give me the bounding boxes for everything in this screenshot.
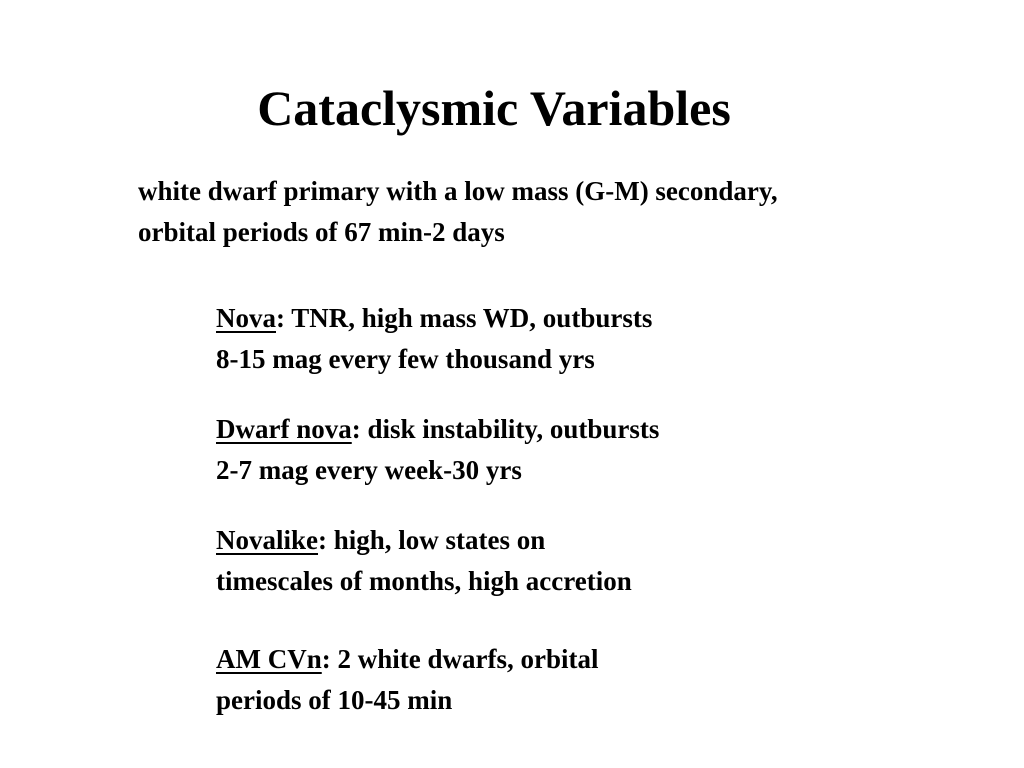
entry-line-2: periods of 10-45 min [216, 685, 453, 715]
entry-description: : TNR, high mass WD, outbursts [276, 303, 653, 333]
intro-paragraph [138, 171, 998, 253]
intro-line-2: orbital periods of 67 min-2 days [138, 217, 505, 247]
entry-line-2: 8-15 mag every few thousand yrs [216, 344, 595, 374]
entry-line-2: timescales of months, high accretion [216, 566, 632, 596]
entry-line-1 [216, 639, 916, 680]
entry-description: : high, low states on [318, 525, 546, 555]
entry-line-2: 2-7 mag every week-30 yrs [216, 455, 522, 485]
entry-dwarf-nova [216, 409, 916, 491]
entry-novalike [216, 520, 916, 602]
slide-title: Cataclysmic Variables [257, 80, 731, 136]
entry-description: : 2 white dwarfs, orbital [321, 644, 599, 674]
entry-nova [216, 298, 916, 380]
entry-description: : disk instability, outbursts [351, 414, 660, 444]
intro-line-1: white dwarf primary with a low mass (G-M) secondary, [138, 176, 778, 206]
entry-am-cvn [216, 639, 916, 721]
entry-term: Dwarf nova [216, 414, 352, 444]
entry-term: Novalike [216, 525, 319, 555]
entry-line-1 [216, 409, 916, 450]
entry-line-1 [216, 298, 916, 339]
entry-line-1 [216, 520, 916, 561]
entry-term: AM CVn [216, 644, 322, 674]
entry-term: Nova [216, 303, 276, 333]
